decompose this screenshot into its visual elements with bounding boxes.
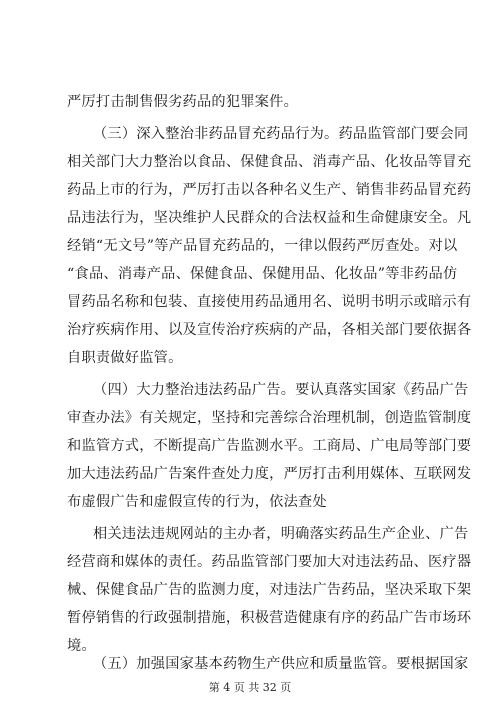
text-line: （三）深入整治非药品冒充药品行为。药品监管部门要会同: [93, 126, 469, 142]
text-line: 自职责做好监管。: [67, 350, 183, 366]
text-line: 械、保健食品广告的监测力度，对违法广告药品，坚决采取下架: [67, 582, 472, 598]
text-line: （五）加强国家基本药物生产供应和质量监管。要根据国家: [93, 656, 469, 672]
text-line: 冒药品名称和包装、直接使用药品通用名、说明书明示或暗示有: [67, 294, 472, 310]
text-line: （四）大力整治违法药品广告。要认真落实国家《药品广告: [93, 382, 469, 398]
text-line: 经销“无文号”等产品冒充药品的，一律以假药严厉查处。对以: [67, 238, 458, 254]
text-line: 审查办法》有关规定，坚持和完善综合治理机制，创造监管制度: [67, 410, 472, 426]
text-line: 治疗疾病作用、以及宣传治疗疾病的产品，各相关部门要依据各: [67, 322, 472, 338]
text-line: 品违法行为，坚决维护人民群众的合法权益和生命健康安全。凡: [67, 210, 472, 226]
text-line: 加大违法药品广告案件查处力度，严厉打击利用媒体、互联网发: [67, 466, 472, 482]
text-line: 境。: [67, 638, 96, 654]
text-line: 药品上市的行为，严厉打击以各种名义生产、销售非药品冒充药: [67, 182, 472, 198]
text-line: 严厉打击制售假劣药品的犯罪案件。: [67, 94, 299, 110]
text-line: “食品、消毒产品、保健食品、保健用品、化妆品”等非药品仿: [67, 266, 458, 282]
text-line: 相关违法违规网站的主办者，明确落实药品生产企业、广告: [93, 526, 469, 542]
text-line: 经营商和媒体的责任。药品监管部门要加大对违法药品、医疗器: [67, 554, 472, 570]
text-line: 相关部门大力整治以食品、保健食品、消毒产品、化妆品等冒充: [67, 154, 472, 170]
text-line: 暂停销售的行政强制措施，积极营造健康有序的药品广告市场环: [67, 610, 472, 626]
page-footer: 第 4 页 共 32 页: [208, 681, 292, 694]
text-line: 布虚假广告和虚假宣传的行为，依法查处: [67, 494, 327, 510]
text-line: 和监管方式，不断提高广告监测水平。工商局、广电局等部门要: [67, 438, 472, 454]
